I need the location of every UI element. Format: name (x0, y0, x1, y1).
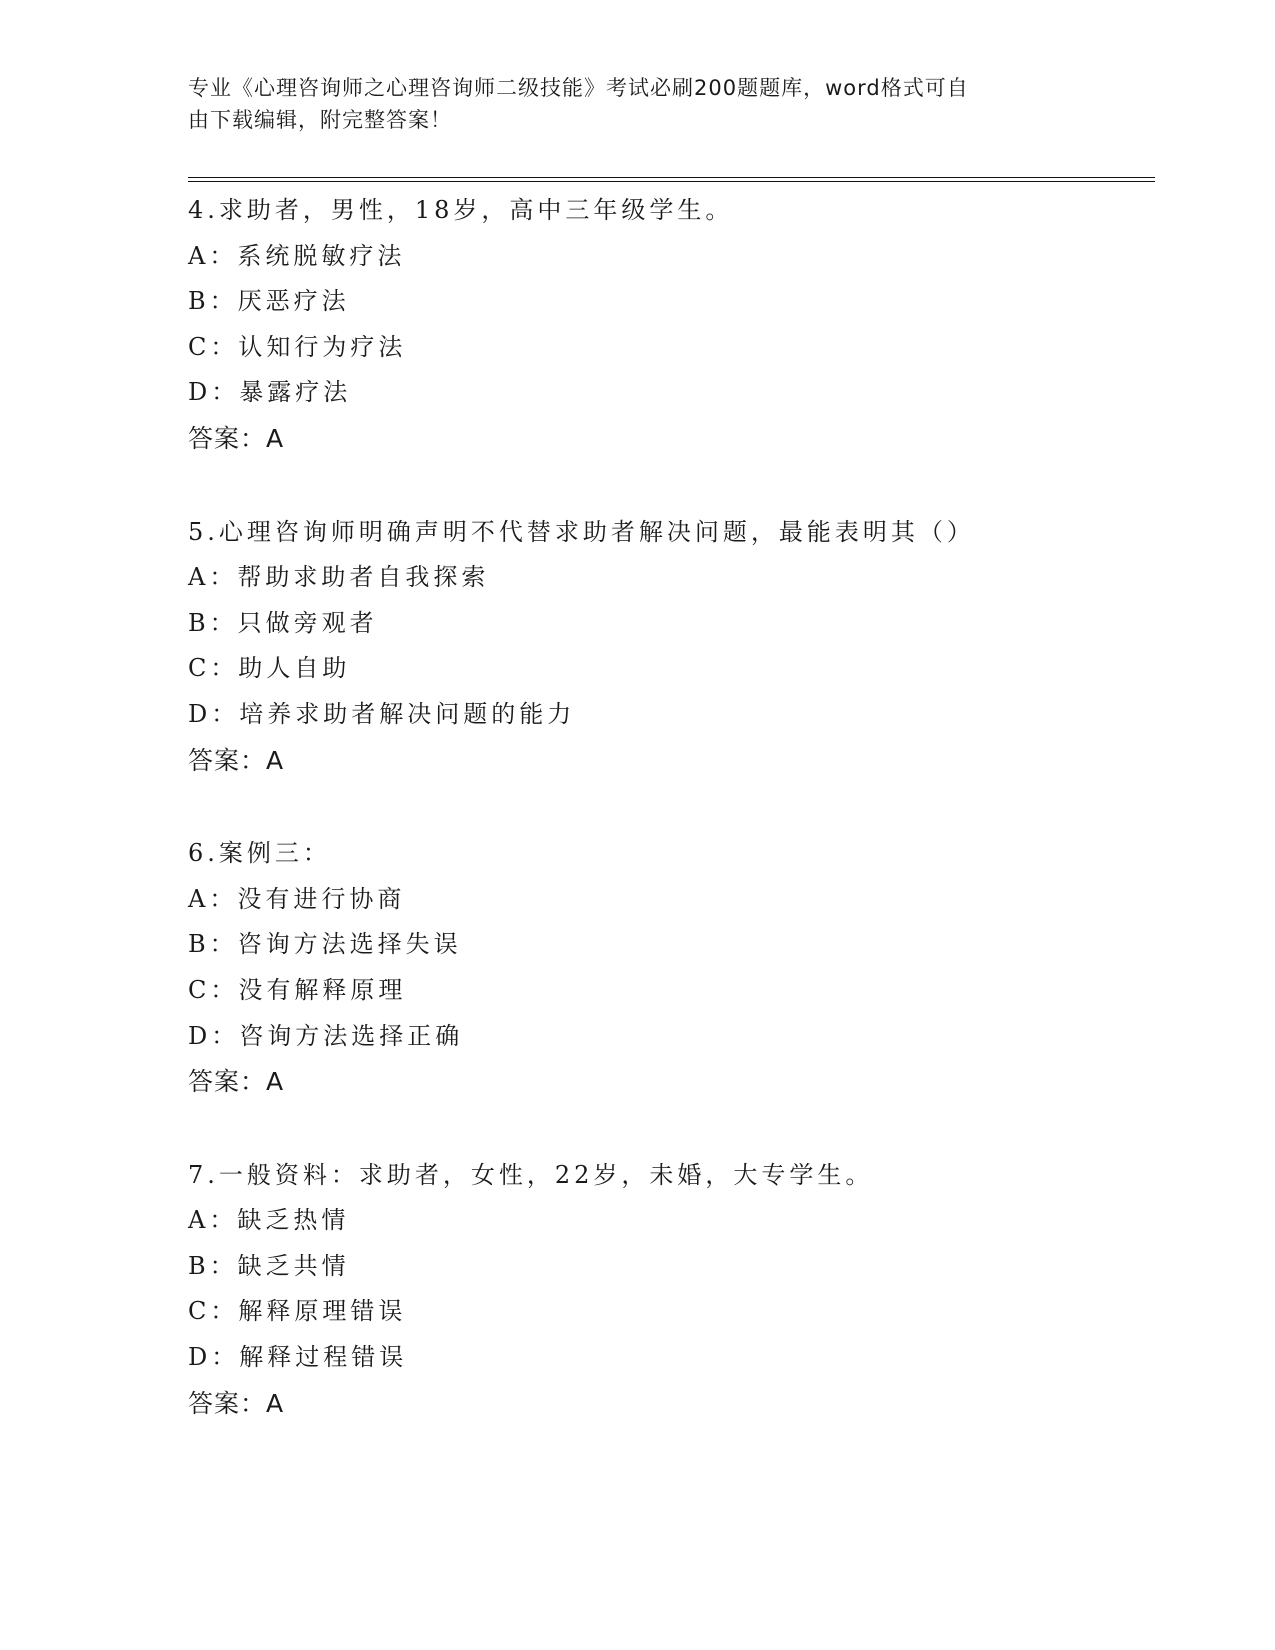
question-5 (188, 510, 1148, 784)
option-d: D：暴露疗法 (188, 378, 352, 407)
header-divider (188, 177, 1155, 182)
header-line-1: 专业《心理咨询师之心理咨询师二级技能》考试必刷200题题库，word格式可自 (188, 76, 969, 100)
header-line-2: 由下载编辑，附完整答案！ (188, 108, 452, 132)
answer-line: 答案：A (188, 423, 285, 453)
option-c: C：认知行为疗法 (188, 332, 407, 361)
answer-line: 答案：A (188, 1067, 285, 1097)
option-c: C：助人自助 (188, 654, 351, 683)
document-header (188, 72, 1068, 136)
option-d: D：咨询方法选择正确 (188, 1021, 464, 1050)
option-d: D：培养求助者解决问题的能力 (188, 699, 576, 728)
option-b: B：厌恶疗法 (188, 287, 350, 316)
option-b: B：只做旁观者 (188, 608, 378, 637)
question-list (188, 188, 1148, 1474)
answer-line: 答案：A (188, 1388, 285, 1418)
answer-line: 答案：A (188, 745, 285, 775)
option-a: A：系统脱敏疗法 (188, 241, 406, 270)
question-stem: 7.一般资料：求助者，女性，22岁，未婚，大专学生。 (188, 1160, 874, 1189)
option-b: B：缺乏共情 (188, 1251, 350, 1280)
option-a: A：没有进行协商 (188, 884, 406, 913)
option-b: B：咨询方法选择失误 (188, 930, 462, 959)
option-c: C：没有解释原理 (188, 975, 407, 1004)
question-stem: 4.求助者，男性，18岁，高中三年级学生。 (188, 196, 734, 224)
question-stem: 6.案例三： (188, 839, 331, 868)
option-a: A：缺乏热情 (188, 1206, 350, 1235)
question-4 (188, 188, 1148, 462)
question-6 (188, 831, 1148, 1105)
option-a: A：帮助求助者自我探索 (188, 563, 490, 592)
option-c: C：解释原理错误 (188, 1297, 407, 1326)
question-7 (188, 1153, 1148, 1427)
question-stem: 5.心理咨询师明确声明不代替求助者解决问题，最能表明其（） (188, 517, 975, 546)
option-d: D：解释过程错误 (188, 1343, 408, 1372)
